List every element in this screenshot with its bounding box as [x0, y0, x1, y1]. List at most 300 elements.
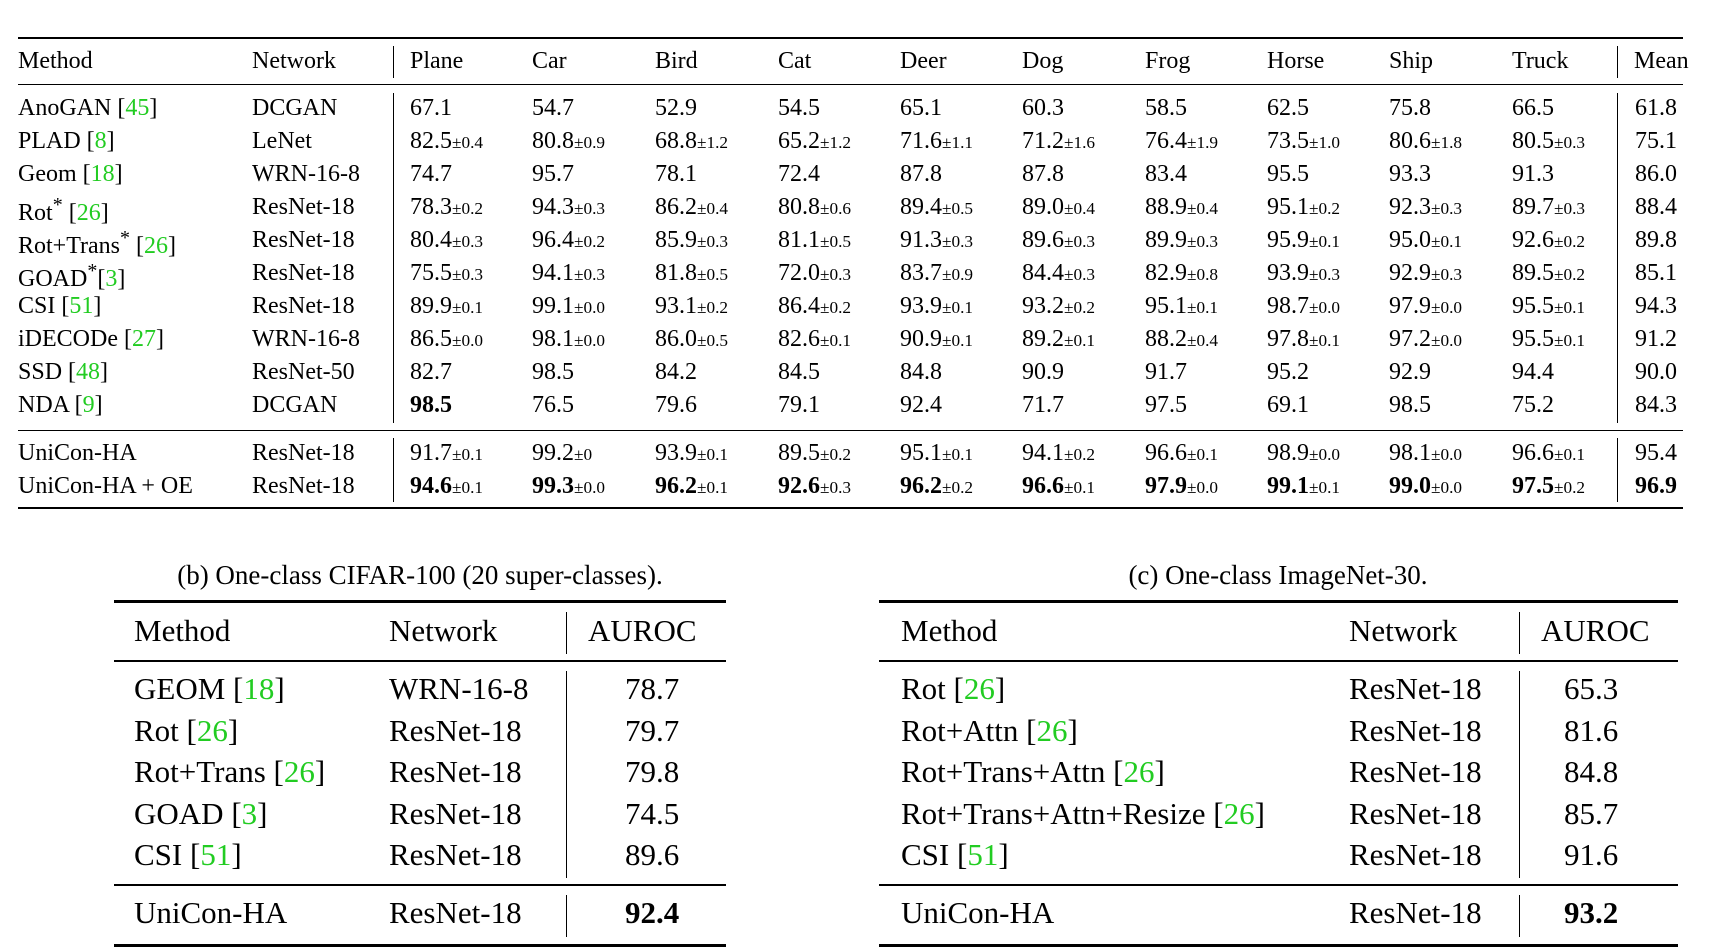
- table_b-network-cell: ResNet-18: [389, 795, 522, 831]
- table-a-method-cell: [18, 195, 109, 225]
- bracket-close: ]: [106, 128, 115, 154]
- table_b-vsep-head: [566, 612, 567, 654]
- auroc-value: 98.5: [410, 392, 452, 418]
- method-name: GOAD: [134, 795, 224, 831]
- table-a-score-cell: [410, 162, 452, 186]
- table-a-score-cell: [1022, 261, 1095, 285]
- table_b-header-method: Method: [134, 613, 231, 648]
- auroc-value: 97.9: [1145, 473, 1187, 499]
- mean-value: 96.9: [1635, 473, 1677, 499]
- auroc-value: 95.1: [1145, 293, 1187, 319]
- bracket-open: [: [76, 161, 91, 187]
- table-a-mean-cell: [1635, 294, 1677, 318]
- citation-link[interactable]: 18: [90, 161, 115, 187]
- table-a-header-plane: Plane: [410, 48, 464, 74]
- table_c-caption: (c) One-class ImageNet-30.: [1128, 560, 1428, 590]
- bracket-open: [: [117, 326, 132, 352]
- table_c-header-network: Network: [1349, 613, 1458, 648]
- std-value: ±0.5: [697, 331, 729, 350]
- table-a-network-cell: WRN-16-8: [252, 326, 360, 352]
- std-value: ±0.2: [942, 478, 974, 497]
- table-a-mean-cell: [1635, 474, 1677, 498]
- table-a-method-cell: [18, 327, 164, 351]
- table_b-vsep-ours: [566, 895, 567, 937]
- table-a-score-cell: [532, 441, 592, 465]
- auroc-value: 78.7: [625, 671, 680, 706]
- table-a-score-cell: [1267, 327, 1340, 351]
- table_c-vsep-ours: [1519, 895, 1520, 937]
- table-a-score-cell: [900, 261, 973, 285]
- auroc-value: 95.1: [1267, 194, 1309, 220]
- auroc-value: 94.3: [532, 194, 574, 220]
- table_b-auroc-cell: [625, 795, 680, 831]
- auroc-value: 72.0: [778, 260, 820, 286]
- table_b-auroc-cell: [625, 712, 680, 748]
- auroc-value: 65.3: [1564, 671, 1619, 706]
- table-a-score-cell: [778, 327, 851, 351]
- table-a-method-cell: [18, 474, 193, 498]
- bracket-open: [: [80, 128, 95, 154]
- table_c-header-method: Method: [901, 613, 998, 648]
- table_c-network-cell: ResNet-18: [1349, 754, 1482, 789]
- std-value: ±0.1: [820, 331, 852, 350]
- method-name: UniCon-HA: [901, 895, 1055, 930]
- table-a-score-cell: [1145, 393, 1187, 417]
- table_c-auroc-cell: [1564, 897, 1618, 928]
- auroc-value: 85.9: [655, 227, 697, 253]
- auroc-value: 93.2: [1022, 293, 1064, 319]
- bracket-open: [: [182, 837, 201, 872]
- std-value: ±0.2: [1554, 478, 1586, 497]
- table_c-method-cell: [901, 839, 1009, 870]
- method-name: UniCon-HA: [18, 440, 137, 466]
- auroc-value: 93.9: [655, 440, 697, 466]
- table-a-mean-cell: [1635, 261, 1677, 285]
- citation-link[interactable]: 18: [243, 671, 275, 706]
- table-a-score-cell: [1389, 228, 1462, 252]
- auroc-value: 74.7: [410, 161, 452, 187]
- table-a-score-cell: [1022, 441, 1095, 465]
- table-a-score-cell: [1512, 96, 1554, 120]
- table-a-score-cell: [410, 441, 483, 465]
- std-value: ±0.2: [820, 445, 852, 464]
- auroc-value: 98.1: [532, 326, 574, 352]
- std-value: ±0.1: [1187, 445, 1219, 464]
- table-a-score-cell: [1512, 162, 1554, 186]
- citation-link[interactable]: 45: [125, 95, 150, 121]
- auroc-value: 82.9: [1145, 260, 1187, 286]
- auroc-value: 84.5: [778, 359, 820, 385]
- auroc-value: 90.9: [900, 326, 942, 352]
- bracket-open: [: [945, 671, 964, 706]
- table-a-group-rule: [18, 430, 1683, 431]
- table-a-bottom-rule: [18, 507, 1683, 509]
- auroc-value: 92.4: [900, 392, 942, 418]
- table-a-score-cell: [778, 162, 820, 186]
- std-value: ±1.0: [1309, 133, 1341, 152]
- bracket-close: ]: [257, 795, 268, 831]
- std-value: ±0.3: [820, 478, 852, 497]
- auroc-value: 86.0: [655, 326, 697, 352]
- auroc-value: 84.8: [900, 359, 942, 385]
- table-a-score-cell: [778, 441, 851, 465]
- auroc-value: 91.7: [410, 440, 452, 466]
- std-value: ±0.2: [1064, 445, 1096, 464]
- auroc-value: 98.5: [532, 359, 574, 385]
- std-value: ±0.0: [1187, 478, 1219, 497]
- table_c-auroc-cell: [1564, 839, 1618, 870]
- std-value: ±0.3: [697, 232, 729, 251]
- std-value: ±0.1: [942, 445, 974, 464]
- std-value: ±1.8: [1431, 133, 1463, 152]
- table_b-method-cell: [134, 756, 325, 787]
- table-a-score-cell: [532, 228, 605, 252]
- table-a-method-cell: [18, 441, 137, 465]
- std-value: ±0.3: [452, 232, 484, 251]
- table-a-vsep-mean: [1617, 46, 1618, 78]
- std-value: ±1.2: [697, 133, 729, 152]
- citation-link[interactable]: 26: [1123, 754, 1155, 789]
- table-a-score-cell: [900, 360, 942, 384]
- mean-value: 86.0: [1635, 161, 1677, 187]
- std-value: ±0.3: [1431, 199, 1463, 218]
- citation-link[interactable]: 9: [82, 392, 95, 418]
- method-name: SSD: [18, 359, 63, 385]
- auroc-value: 80.5: [1512, 128, 1554, 154]
- table-a-vsep-mean-ours: [1617, 438, 1618, 502]
- auroc-value: 94.6: [410, 473, 452, 499]
- citation-link[interactable]: 26: [963, 671, 995, 706]
- table-a-score-cell: [1022, 474, 1095, 498]
- table-a-header-deer: Deer: [900, 48, 947, 74]
- table-a-network-cell: ResNet-18: [252, 440, 355, 466]
- mean-value: 90.0: [1635, 359, 1677, 385]
- bracket-open: [: [1105, 754, 1124, 789]
- std-value: ±0.1: [1554, 298, 1586, 317]
- method-name: CSI: [18, 293, 56, 319]
- auroc-value: 80.8: [532, 128, 574, 154]
- table-a-score-cell: [1389, 195, 1462, 219]
- table-a-score-cell: [1145, 129, 1218, 153]
- table-a-score-cell: [532, 96, 574, 120]
- std-value: ±0.3: [1064, 265, 1096, 284]
- table-a-score-cell: [410, 228, 483, 252]
- table_b-method-cell: [134, 673, 285, 704]
- std-value: ±0.0: [452, 331, 484, 350]
- table-a-score-cell: [1022, 228, 1095, 252]
- auroc-value: 95.9: [1267, 227, 1309, 253]
- table-a-mean-cell: [1635, 360, 1677, 384]
- std-value: ±0: [574, 445, 593, 464]
- table-a-method-cell: [18, 294, 101, 318]
- std-value: ±0.4: [697, 199, 729, 218]
- auroc-value: 92.9: [1389, 359, 1431, 385]
- auroc-value: 89.9: [1145, 227, 1187, 253]
- table-a-header-horse: Horse: [1267, 48, 1325, 74]
- mean-value: 61.8: [1635, 95, 1677, 121]
- auroc-value: 89.7: [1512, 194, 1554, 220]
- table-a-score-cell: [900, 393, 942, 417]
- table-a-network-cell: DCGAN: [252, 95, 338, 121]
- std-value: ±0.3: [574, 199, 606, 218]
- table-a-score-cell: [1512, 441, 1585, 465]
- method-name: Rot+Attn: [901, 712, 1019, 748]
- table_c-network-cell: ResNet-18: [1349, 795, 1482, 831]
- table-a-header-mean: Mean: [1634, 48, 1689, 74]
- table_b-network-cell: ResNet-18: [389, 895, 522, 930]
- std-value: ±0.1: [1309, 478, 1341, 497]
- table-a-score-cell: [410, 294, 483, 318]
- method-name: CSI: [901, 837, 950, 872]
- method-name: Rot+Trans+Attn+Resize: [901, 795, 1206, 831]
- bracket-open: [: [949, 837, 968, 872]
- std-value: ±0.2: [1554, 265, 1586, 284]
- table-a-header-car: Car: [532, 48, 567, 74]
- table-a-score-cell: [1022, 393, 1064, 417]
- bracket-open: [: [130, 233, 145, 259]
- table-a-score-cell: [900, 327, 973, 351]
- auroc-value: 81.1: [778, 227, 820, 253]
- auroc-value: 99.1: [1267, 473, 1309, 499]
- table_c-auroc-cell: [1564, 756, 1618, 787]
- auroc-value: 93.1: [655, 293, 697, 319]
- auroc-value: 89.5: [1512, 260, 1554, 286]
- auroc-value: 95.7: [532, 161, 574, 187]
- citation-link[interactable]: 27: [131, 326, 156, 352]
- std-value: ±0.0: [1309, 298, 1341, 317]
- table-a-score-cell: [1022, 96, 1064, 120]
- bracket-close: ]: [168, 233, 177, 259]
- std-value: ±0.1: [1064, 331, 1096, 350]
- std-value: ±0.6: [820, 199, 852, 218]
- std-value: ±0.0: [574, 298, 606, 317]
- auroc-value: 67.1: [410, 95, 452, 121]
- auroc-value: 96.2: [900, 473, 942, 499]
- table-a-score-cell: [410, 474, 483, 498]
- table-a-header-truck: Truck: [1512, 48, 1569, 74]
- table_b-network-cell: WRN-16-8: [389, 671, 529, 706]
- table_c-vsep-head: [1519, 612, 1520, 654]
- citation-link[interactable]: 48: [76, 359, 101, 385]
- auroc-value: 83.4: [1145, 161, 1187, 187]
- table-a-score-cell: [1145, 261, 1218, 285]
- table-a-score-cell: [410, 360, 452, 384]
- std-value: ±0.8: [1187, 265, 1219, 284]
- citation-link[interactable]: 26: [283, 754, 315, 789]
- table-a-score-cell: [1267, 162, 1309, 186]
- table-a-score-cell: [1022, 327, 1095, 351]
- table-a-score-cell: [778, 360, 820, 384]
- table-a-score-cell: [655, 195, 728, 219]
- table-a-mean-cell: [1635, 96, 1677, 120]
- table_b-header-auroc: AUROC: [588, 613, 697, 648]
- bracket-open: [: [223, 795, 242, 831]
- std-value: ±0.9: [574, 133, 606, 152]
- auroc-value: 83.7: [900, 260, 942, 286]
- table-a-mean-cell: [1635, 129, 1677, 153]
- table-a-score-cell: [778, 129, 851, 153]
- table-a-score-cell: [778, 294, 851, 318]
- table-a-score-cell: [1145, 360, 1187, 384]
- bracket-close: ]: [994, 671, 1006, 706]
- std-value: ±0.0: [1309, 445, 1341, 464]
- method-name: Geom: [18, 161, 77, 187]
- table_c-header-rule: [879, 660, 1678, 662]
- table-a-score-cell: [1145, 96, 1187, 120]
- table-a-score-cell: [655, 96, 697, 120]
- auroc-value: 80.6: [1389, 128, 1431, 154]
- std-value: ±1.2: [820, 133, 852, 152]
- auroc-value: 74.5: [625, 795, 680, 831]
- auroc-value: 99.2: [532, 440, 574, 466]
- table-a-score-cell: [900, 474, 973, 498]
- auroc-value: 80.8: [778, 194, 820, 220]
- auroc-value: 89.2: [1022, 326, 1064, 352]
- std-value: ±0.3: [574, 265, 606, 284]
- table_b-header-rule: [114, 660, 726, 662]
- auroc-value: 66.5: [1512, 95, 1554, 121]
- table_b-network-cell: ResNet-18: [389, 754, 522, 789]
- table-a-score-cell: [1022, 129, 1095, 153]
- table-a-score-cell: [900, 129, 973, 153]
- table-a-network-cell: ResNet-18: [252, 473, 355, 499]
- table-a-network-cell: ResNet-18: [252, 227, 355, 253]
- table-a-mean-cell: [1635, 162, 1677, 186]
- auroc-value: 54.7: [532, 95, 574, 121]
- auroc-value: 95.2: [1267, 359, 1309, 385]
- auroc-value: 88.2: [1145, 326, 1187, 352]
- auroc-value: 95.0: [1389, 227, 1431, 253]
- std-value: ±0.1: [942, 331, 974, 350]
- auroc-value: 82.5: [410, 128, 452, 154]
- table-a-score-cell: [900, 228, 973, 252]
- table_c-method-cell: [901, 897, 1054, 928]
- table-a-mean-cell: [1635, 228, 1677, 252]
- table-a-vsep-network: [393, 46, 394, 78]
- citation-link[interactable]: 26: [1036, 712, 1068, 748]
- citation-link[interactable]: 26: [144, 233, 169, 259]
- table-a-score-cell: [532, 360, 574, 384]
- auroc-value: 72.4: [778, 161, 820, 187]
- table-a-score-cell: [655, 294, 728, 318]
- auroc-value: 69.1: [1267, 392, 1309, 418]
- std-value: ±0.1: [1064, 478, 1096, 497]
- std-value: ±0.1: [697, 445, 729, 464]
- table-a-score-cell: [1512, 261, 1585, 285]
- auroc-value: 97.8: [1267, 326, 1309, 352]
- auroc-value: 84.2: [655, 359, 697, 385]
- citation-link[interactable]: 26: [196, 712, 228, 748]
- citation-link[interactable]: 3: [105, 266, 118, 292]
- citation-link[interactable]: 51: [200, 837, 232, 872]
- bracket-close: ]: [93, 293, 102, 319]
- table-a-score-cell: [1389, 294, 1462, 318]
- std-value: ±0.2: [1064, 298, 1096, 317]
- citation-link[interactable]: 8: [94, 128, 107, 154]
- table_c-method-cell: [901, 756, 1165, 787]
- std-value: ±0.1: [1309, 232, 1341, 251]
- auroc-value: 92.6: [778, 473, 820, 499]
- table_b-vsep-body: [566, 671, 567, 878]
- auroc-value: 86.5: [410, 326, 452, 352]
- table-a-score-cell: [1512, 393, 1554, 417]
- table-a-method-cell: [18, 393, 103, 417]
- auroc-value: 98.1: [1389, 440, 1431, 466]
- bracket-close: ]: [155, 326, 164, 352]
- table-a-score-cell: [410, 393, 452, 417]
- table_b-caption: (b) One-class CIFAR-100 (20 super-classes).: [177, 560, 663, 590]
- auroc-value: 87.8: [1022, 161, 1064, 187]
- bracket-open: [: [1018, 712, 1037, 748]
- auroc-value: 91.7: [1145, 359, 1187, 385]
- table-a-score-cell: [1022, 195, 1095, 219]
- method-name: GOAD: [18, 266, 88, 292]
- table-a-score-cell: [1389, 261, 1462, 285]
- auroc-value: 71.6: [900, 128, 942, 154]
- table_b-header-network: Network: [389, 613, 498, 648]
- table-a-score-cell: [900, 441, 973, 465]
- auroc-value: 73.5: [1267, 128, 1309, 154]
- table-a-mean-cell: [1635, 195, 1677, 219]
- auroc-value: 95.5: [1512, 293, 1554, 319]
- table-a-score-cell: [900, 96, 942, 120]
- table-a-score-cell: [1267, 294, 1340, 318]
- bracket-close: ]: [149, 95, 158, 121]
- citation-link[interactable]: 51: [967, 837, 999, 872]
- std-value: ±0.1: [697, 478, 729, 497]
- citation-link[interactable]: 3: [241, 795, 258, 831]
- method-name: Rot+Trans+Attn: [901, 754, 1106, 789]
- auroc-value: 65.1: [900, 95, 942, 121]
- table-a-score-cell: [410, 129, 483, 153]
- method-name: PLAD: [18, 128, 81, 154]
- auroc-value: 92.9: [1389, 260, 1431, 286]
- table_c-network-cell: ResNet-18: [1349, 671, 1482, 706]
- auroc-value: 89.6: [625, 837, 680, 872]
- std-value: ±0.5: [820, 232, 852, 251]
- table-a-score-cell: [900, 162, 942, 186]
- asterisk-mark: *: [120, 227, 131, 249]
- mean-value: 89.8: [1635, 227, 1677, 253]
- method-name: UniCon-HA + OE: [18, 473, 193, 499]
- std-value: ±0.9: [942, 265, 974, 284]
- method-name: Rot: [901, 671, 946, 706]
- std-value: ±0.2: [574, 232, 606, 251]
- table-a-score-cell: [532, 474, 605, 498]
- auroc-value: 62.5: [1267, 95, 1309, 121]
- table_b-network-cell: ResNet-18: [389, 712, 522, 748]
- table-a-score-cell: [655, 162, 697, 186]
- auroc-value: 95.1: [900, 440, 942, 466]
- table-a-score-cell: [410, 195, 483, 219]
- auroc-value: 79.8: [625, 754, 680, 789]
- method-name: Rot: [134, 712, 179, 748]
- citation-link[interactable]: 51: [69, 293, 94, 319]
- auroc-value: 71.7: [1022, 392, 1064, 418]
- table-a-score-cell: [1145, 327, 1218, 351]
- auroc-value: 82.6: [778, 326, 820, 352]
- table-a-score-cell: [655, 327, 728, 351]
- std-value: ±0.0: [574, 331, 606, 350]
- table-a-score-cell: [1389, 129, 1462, 153]
- table_b-auroc-cell: [625, 897, 679, 928]
- table-a-score-cell: [1267, 393, 1309, 417]
- std-value: ±0.5: [697, 265, 729, 284]
- table-a-network-cell: LeNet: [252, 128, 312, 154]
- auroc-value: 81.6: [1564, 712, 1619, 748]
- citation-link[interactable]: 26: [76, 200, 101, 226]
- citation-link[interactable]: 26: [1223, 795, 1255, 831]
